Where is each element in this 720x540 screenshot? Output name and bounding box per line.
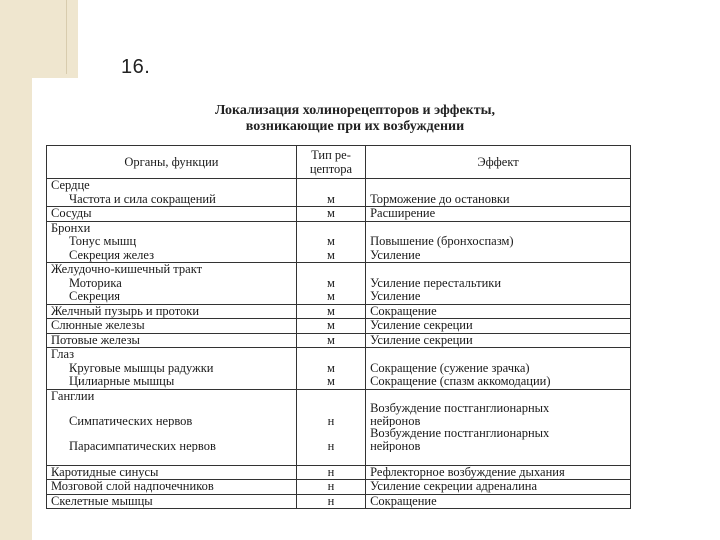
cell-effect — [366, 221, 631, 263]
organ-line — [51, 452, 292, 465]
effect-line: Усиление перестальтики — [370, 276, 502, 290]
organ-line: Желудочно-кишечный тракт — [51, 263, 203, 276]
type-line: м — [327, 248, 335, 262]
type-line — [301, 348, 361, 362]
organ-line: Цилиарные мышцы — [69, 375, 175, 388]
type-line: м — [327, 375, 335, 388]
type-line: н — [327, 480, 335, 493]
organ-line: Желчный пузырь и протоки — [51, 304, 200, 318]
cell-organ — [47, 333, 297, 348]
organ-line: Каротидные синусы — [51, 465, 159, 479]
organ-line: Круговые мышцы радужки — [69, 361, 214, 375]
type-line — [301, 452, 361, 465]
cell-type — [296, 333, 365, 348]
type-line: н — [327, 494, 335, 508]
type-line — [301, 390, 361, 403]
receptor-table — [46, 145, 631, 509]
table-body — [47, 179, 631, 509]
effect-line: Сокращение — [370, 494, 437, 508]
type-line — [301, 427, 361, 440]
document-title — [120, 103, 590, 135]
header-effect: Эффект — [366, 146, 631, 179]
cell-effect — [366, 480, 631, 495]
cell-organ — [47, 465, 297, 480]
effect-line: Усиление — [370, 290, 421, 303]
header-type-line1: Тип ре- — [311, 148, 351, 162]
organ-line: Частота и сила сокращений — [69, 192, 216, 206]
cell-organ — [47, 179, 297, 207]
organ-line: Сосуды — [51, 207, 92, 220]
effect-line: нейронов — [370, 439, 421, 452]
cell-type — [296, 319, 365, 334]
effect-line — [370, 452, 626, 465]
effect-line — [370, 222, 626, 236]
type-line: м — [327, 319, 335, 332]
cell-type — [296, 494, 365, 509]
header-type — [296, 146, 365, 179]
cell-organ — [47, 263, 297, 305]
effect-line: Усиление секреции адреналина — [370, 480, 538, 493]
table-row — [47, 333, 631, 348]
organ-line: Сердце — [51, 179, 90, 192]
title-line-2: возникающие при их возбуждении — [245, 119, 465, 134]
type-line: м — [327, 276, 335, 290]
type-line: н — [327, 465, 335, 479]
organ-line — [51, 402, 292, 415]
organ-line: Глаз — [51, 348, 75, 361]
type-line: м — [327, 304, 335, 318]
type-line: м — [327, 207, 335, 220]
type-line: н — [327, 439, 335, 452]
organ-line: Секреция — [69, 290, 121, 303]
table-row — [47, 480, 631, 495]
table-row — [47, 465, 631, 480]
cell-type — [296, 221, 365, 263]
type-line: м — [327, 361, 335, 375]
cell-organ — [47, 480, 297, 495]
cell-effect — [366, 348, 631, 390]
cell-type — [296, 480, 365, 495]
cell-organ — [47, 319, 297, 334]
type-line: м — [327, 235, 335, 248]
effect-line: Повышение (бронхоспазм) — [370, 235, 514, 248]
effect-line: Сокращение (спазм аккомодации) — [370, 375, 551, 388]
table-row — [47, 389, 631, 465]
type-line — [301, 263, 361, 277]
cell-type — [296, 207, 365, 222]
cell-effect — [366, 333, 631, 348]
cell-effect — [366, 263, 631, 305]
cell-organ — [47, 389, 297, 465]
type-line: м — [327, 333, 335, 347]
cell-type — [296, 179, 365, 207]
cell-organ — [47, 348, 297, 390]
effect-line — [370, 390, 626, 403]
effect-line — [370, 179, 626, 193]
cell-type — [296, 348, 365, 390]
table-row — [47, 263, 631, 305]
effect-line: Расширение — [370, 207, 436, 220]
organ-line: Ганглии — [51, 389, 95, 402]
type-line: м — [327, 290, 335, 303]
type-line — [301, 402, 361, 415]
cell-type — [296, 389, 365, 465]
cell-effect — [366, 465, 631, 480]
organ-line: Бронхи — [51, 221, 91, 235]
organ-line: Симпатических нервов — [69, 414, 193, 427]
effect-line: Сокращение — [370, 304, 437, 318]
effect-line: Возбуждение постганглионарных — [370, 402, 550, 415]
table-header-row — [47, 146, 631, 179]
title-line-1: Локализация холинорецепторов и эффекты, — [214, 103, 496, 118]
corner-rule — [66, 0, 67, 74]
organ-line: Потовые железы — [51, 333, 140, 347]
organ-line: Моторика — [69, 276, 122, 290]
organ-line — [51, 427, 292, 440]
table-row — [47, 221, 631, 263]
organ-line: Тонус мышц — [69, 235, 137, 248]
effect-line: Торможение до остановки — [370, 192, 510, 206]
table-row — [47, 304, 631, 319]
cell-organ — [47, 494, 297, 509]
table-row — [47, 319, 631, 334]
effect-line — [370, 348, 626, 362]
organ-line: Секреция желез — [69, 248, 155, 262]
table-row — [47, 348, 631, 390]
cell-effect — [366, 319, 631, 334]
effect-line: Сокращение (сужение зрачка) — [370, 361, 530, 375]
table-row — [47, 179, 631, 207]
cell-organ — [47, 221, 297, 263]
type-line: н — [327, 414, 335, 427]
organ-line: Слюнные железы — [51, 319, 145, 332]
cell-type — [296, 263, 365, 305]
cell-effect — [366, 304, 631, 319]
effect-line: Возбуждение постганглионарных — [370, 427, 550, 440]
cell-effect — [366, 179, 631, 207]
organ-line: Парасимпатических нервов — [69, 439, 216, 452]
type-line: м — [327, 192, 335, 206]
cell-effect — [366, 207, 631, 222]
organ-line: Мозговой слой надпочечников — [51, 480, 214, 493]
table-row — [47, 494, 631, 509]
cell-type — [296, 304, 365, 319]
type-line — [301, 179, 361, 193]
cell-effect — [366, 389, 631, 465]
effect-line — [370, 263, 626, 277]
effect-line: Усиление секреции — [370, 319, 473, 332]
slide-left-border — [0, 0, 32, 540]
header-type-line2: цептора — [309, 162, 353, 176]
cell-type — [296, 465, 365, 480]
organ-line: Скелетные мышцы — [51, 494, 153, 508]
effect-line: нейронов — [370, 414, 421, 427]
effect-line: Усиление секреции — [370, 333, 473, 347]
header-organ: Органы, функции — [47, 146, 297, 179]
cell-effect — [366, 494, 631, 509]
effect-line: Рефлекторное возбуждение дыхания — [370, 465, 565, 479]
table-row — [47, 207, 631, 222]
cell-organ — [47, 304, 297, 319]
type-line — [301, 222, 361, 236]
cell-organ — [47, 207, 297, 222]
effect-line: Усиление — [370, 248, 421, 262]
slide-number: 16. — [121, 56, 151, 78]
